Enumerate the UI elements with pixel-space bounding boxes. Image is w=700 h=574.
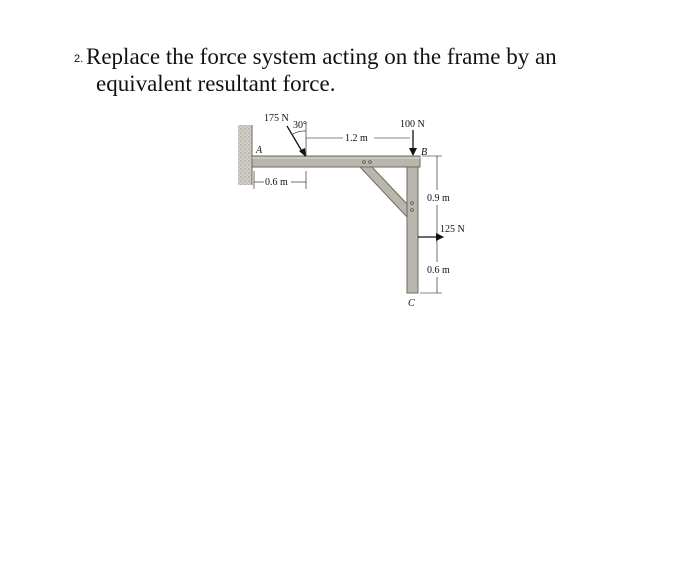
point-a-label: A	[256, 145, 263, 156]
diagonal-brace	[360, 167, 407, 217]
dim-1-2-label: 1.2 m	[345, 133, 368, 144]
force-100-label: 100 N	[400, 119, 425, 130]
problem-text-line-1: Replace the force system acting on the frame by an	[86, 44, 557, 69]
wall-support	[238, 125, 252, 185]
point-c-label: C	[408, 298, 415, 309]
dim-0-9-label: 0.9 m	[427, 193, 450, 204]
problem-number: 2.	[74, 53, 84, 65]
point-b-label: B	[421, 147, 428, 158]
problem-text-line-2: equivalent resultant force.	[96, 71, 336, 96]
force-125-label: 125 N	[440, 224, 465, 235]
angle-30-label: 30°	[293, 120, 307, 131]
angle-arc	[293, 131, 306, 134]
vertical-member	[407, 167, 418, 293]
dim-0-6-right-label: 0.6 m	[427, 265, 450, 276]
dim-0-6-left-label: 0.6 m	[265, 177, 288, 188]
force-175-label: 175 N	[264, 113, 289, 124]
force-100-arrowhead	[409, 148, 417, 156]
